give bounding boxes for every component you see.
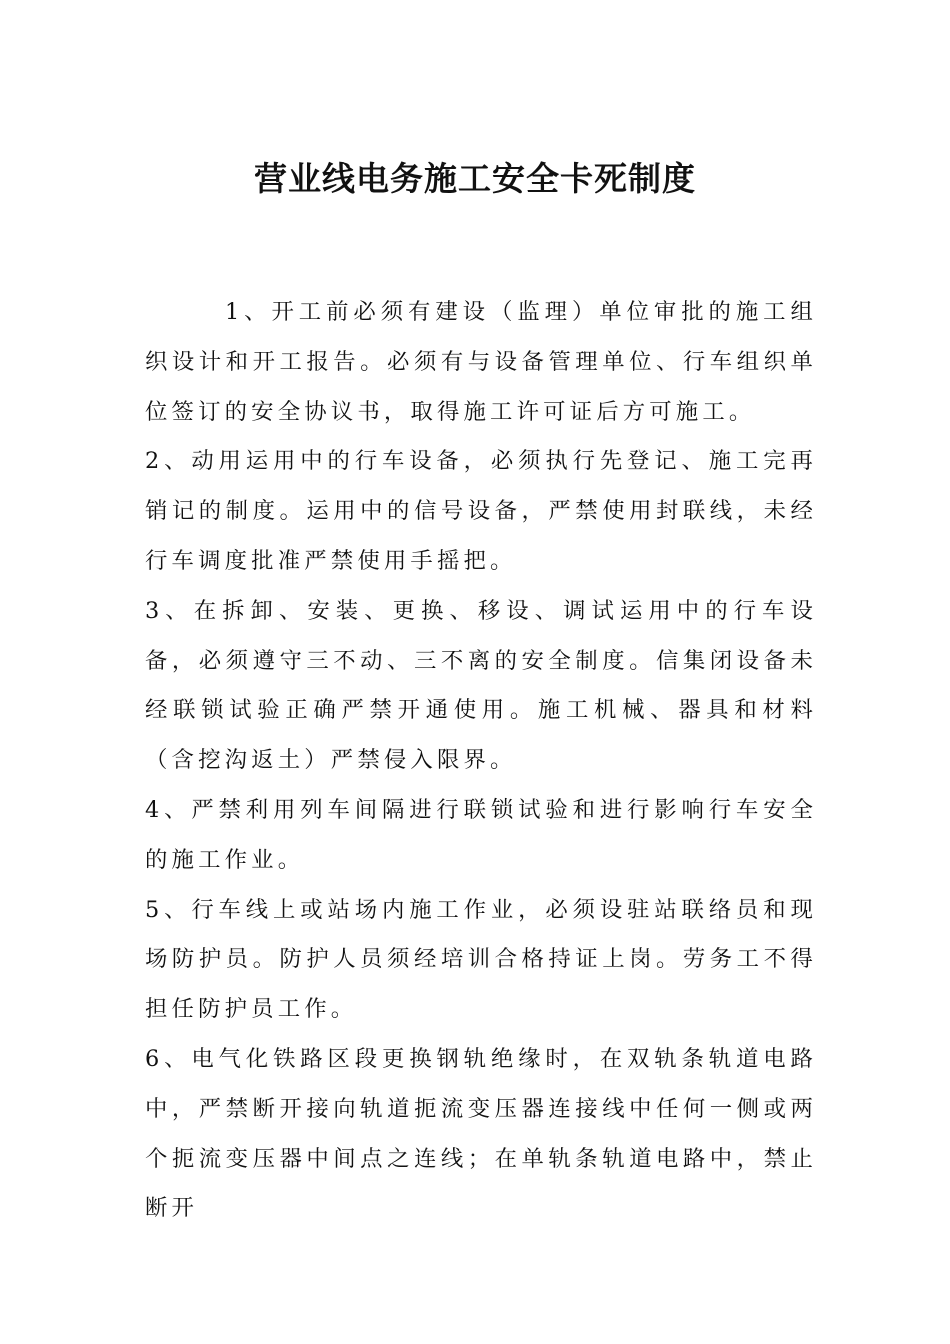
- paragraph-1: 1、开工前必须有建设（监理）单位审批的施工组织设计和开工报告。必须有与设备管理单位、行车组织单位签订的安全协议书，取得施工许可证后方可施工。: [145, 299, 817, 425]
- document-title: 营业线电务施工安全卡死制度: [254, 159, 696, 198]
- paragraph-4: 4、严禁利用列车间隔进行联锁试验和进行影响行车安全的施工作业。: [145, 796, 817, 873]
- paragraph-3: 3、在拆卸、安装、更换、移设、调试运用中的行车设备，必须遵守三不动、三不离的安全制度。信集闭设备未经联锁试验正确严禁开通使用。施工机械、器具和材料（含挖沟返土）严禁侵入限界。: [145, 597, 817, 774]
- document-body: [145, 288, 817, 1234]
- paragraph-6: 6、电气化铁路区段更换钢轨绝缘时，在双轨条轨道电路中，严禁断开接向轨道扼流变压器连接线中任何一侧或两个扼流变压器中间点之连线；在单轨条轨道电路中，禁止断开: [145, 1045, 817, 1222]
- paragraph-2: 2、动用运用中的行车设备，必须执行先登记、施工完再销记的制度。运用中的信号设备，严禁使用封联线，未经行车调度批准严禁使用手摇把。: [145, 448, 817, 574]
- paragraph-5: 5、行车线上或站场内施工作业，必须设驻站联络员和现场防护员。防护人员须经培训合格持证上岗。劳务工不得担任防护员工作。: [145, 896, 817, 1023]
